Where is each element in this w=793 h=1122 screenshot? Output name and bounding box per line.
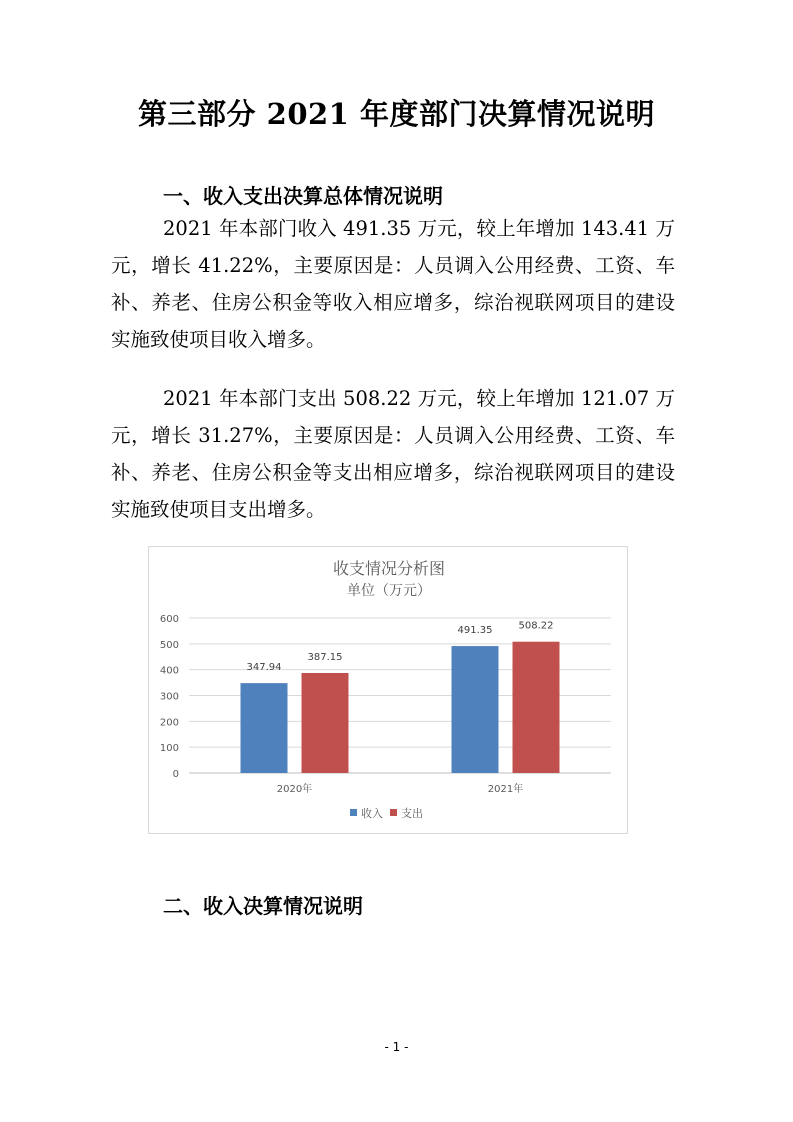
chart-canvas	[149, 547, 629, 835]
income-expense-chart	[148, 546, 628, 834]
legend-label: 支出	[401, 807, 423, 820]
bar-收入-2021年	[452, 646, 499, 773]
data-label: 347.94	[246, 662, 282, 674]
y-tick-label: 0	[172, 769, 179, 780]
chart-subtitle: 单位（万元）	[347, 583, 431, 599]
y-tick-label: 600	[159, 614, 179, 625]
chart-title: 收支情况分析图	[332, 559, 446, 578]
y-tick-label: 500	[159, 639, 179, 651]
data-label: 491.35	[457, 625, 493, 637]
section-heading-income: 二、收入决算情况说明	[163, 894, 363, 918]
paragraph-expenditure: 2021 年本部门支出 508.22 万元，较上年增加 121.07 万元，增长 31.27%，主要原因是：人员调入公用经费、工资、车补、养老、住房公积金等支出相应增多，综治视联网项目的建设实施致使项目支出增多。	[111, 387, 675, 521]
paragraph-income: 2021 年本部门收入 491.35 万元，较上年增加 143.41 万元，增长 41.22%，主要原因是：人员调入公用经费、工资、车补、养老、住房公积金等收入相应增多，综治视联网项目的建设实施致使项目收入增多。	[111, 217, 675, 351]
chart-bars	[241, 621, 560, 795]
x-tick-label: 2021年	[487, 784, 524, 795]
section-heading-overview: 一、收入支出决算总体情况说明	[163, 184, 443, 208]
y-tick-label: 400	[159, 665, 179, 677]
data-label: 508.22	[518, 620, 554, 632]
y-tick-label: 200	[159, 717, 179, 729]
page-title: 第三部分 2021 年度部门决算情况说明	[138, 97, 655, 131]
bar-支出-2020年	[302, 673, 349, 773]
data-label: 387.15	[307, 651, 343, 663]
bar-收入-2020年	[241, 683, 288, 773]
bar-支出-2021年	[513, 642, 560, 773]
legend-swatch	[390, 809, 397, 816]
y-tick-label: 300	[159, 691, 179, 703]
chart-legend	[350, 806, 423, 820]
legend-swatch	[350, 809, 357, 816]
legend-label: 收入	[361, 807, 383, 820]
page-number: - 1 -	[384, 1040, 409, 1054]
y-tick-label: 100	[159, 743, 179, 755]
x-tick-label: 2020年	[276, 784, 313, 795]
